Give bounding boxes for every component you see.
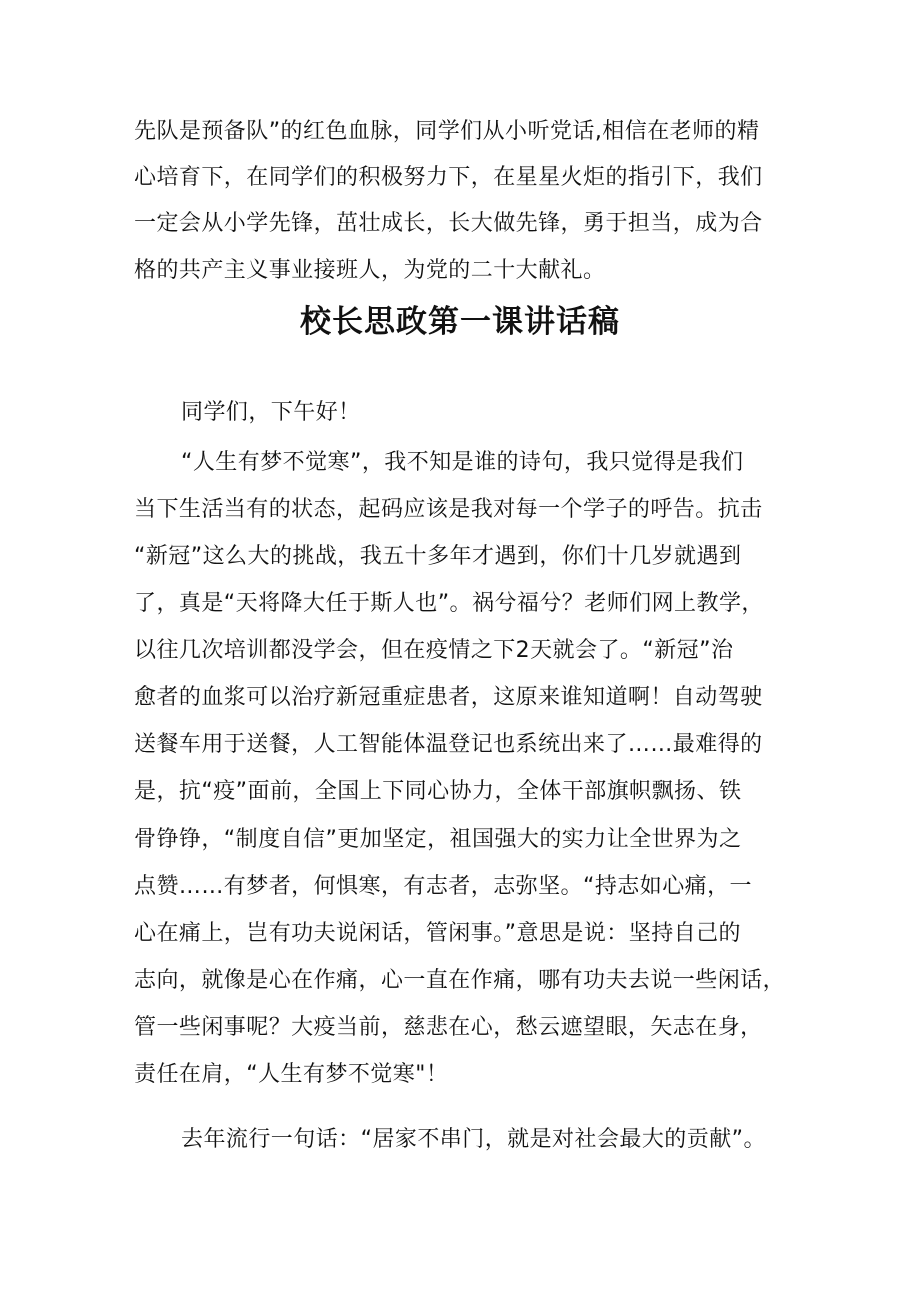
body-line-1: “人生有梦不觉寒”，我不知是谁的诗句，我只觉得是我们 xyxy=(181,450,744,475)
closing-line: 去年流行一句话：“居家不串门，就是对社会最大的贡献”。 xyxy=(181,1127,766,1152)
intro-line-2: 心培育下，在同学们的积极努力下，在星星火炬的指引下，我们 xyxy=(134,165,763,190)
body-line-4: 了，真是“天将降大任于斯人也”。祸兮福兮？老师们网上教学， xyxy=(134,591,764,616)
intro-line-1: 先队是预备队”的红色血脉，同学们从小听党话,相信在老师的精 xyxy=(134,119,760,144)
body-line-9: 骨铮铮，“制度自信”更加坚定，祖国强大的实力让全世界为之 xyxy=(134,827,742,852)
body-line-3: “新冠”这么大的挑战，我五十多年才遇到，你们十几岁就遇到 xyxy=(134,544,742,569)
body-line-2: 当下生活当有的状态，起码应该是我对每一个学子的呼告。抗击 xyxy=(134,497,763,522)
body-line-8: 是，抗“疫”面前，全国上下同心协力，全体干部旗帜飘扬、铁 xyxy=(134,779,742,804)
intro-line-4: 格的共产主义事业接班人，为党的二十大献礼。 xyxy=(134,258,606,283)
body-line-11: 心在痛上，岂有功夫说闲话，管闲事。”意思是说：坚持自己的 xyxy=(134,921,741,946)
body-line-13: 管一些闲事呢？大疫当前，慈悲在心，愁云遮望眼，矢志在身， xyxy=(134,1015,763,1040)
body-line-14: 责任在肩，“人生有梦不觉寒"！ xyxy=(134,1062,449,1087)
page-title: 校长思政第一课讲话稿 xyxy=(300,304,620,340)
body-line-12: 志向，就像是心在作痛，心一直在作痛，哪有功夫去说一些闲话， xyxy=(134,968,786,993)
body-line-6: 愈者的血浆可以治疗新冠重症患者，这原来谁知道啊！自动驾驶 xyxy=(134,685,763,710)
body-line-5: 以往几次培训都没学会，但在疫情之下2天就会了。“新冠”治 xyxy=(134,638,734,663)
body-line-10: 点赞……有梦者，何惧寒，有志者，志弥坚。“持志如心痛，一 xyxy=(134,874,752,899)
body-line-7: 送餐车用于送餐，人工智能体温登记也系统出来了……最难得的 xyxy=(134,732,763,757)
intro-line-3: 一定会从小学先锋，茁壮成长，长大做先锋，勇于担当，成为合 xyxy=(134,211,763,236)
greeting: 同学们，下午好！ xyxy=(181,400,361,425)
